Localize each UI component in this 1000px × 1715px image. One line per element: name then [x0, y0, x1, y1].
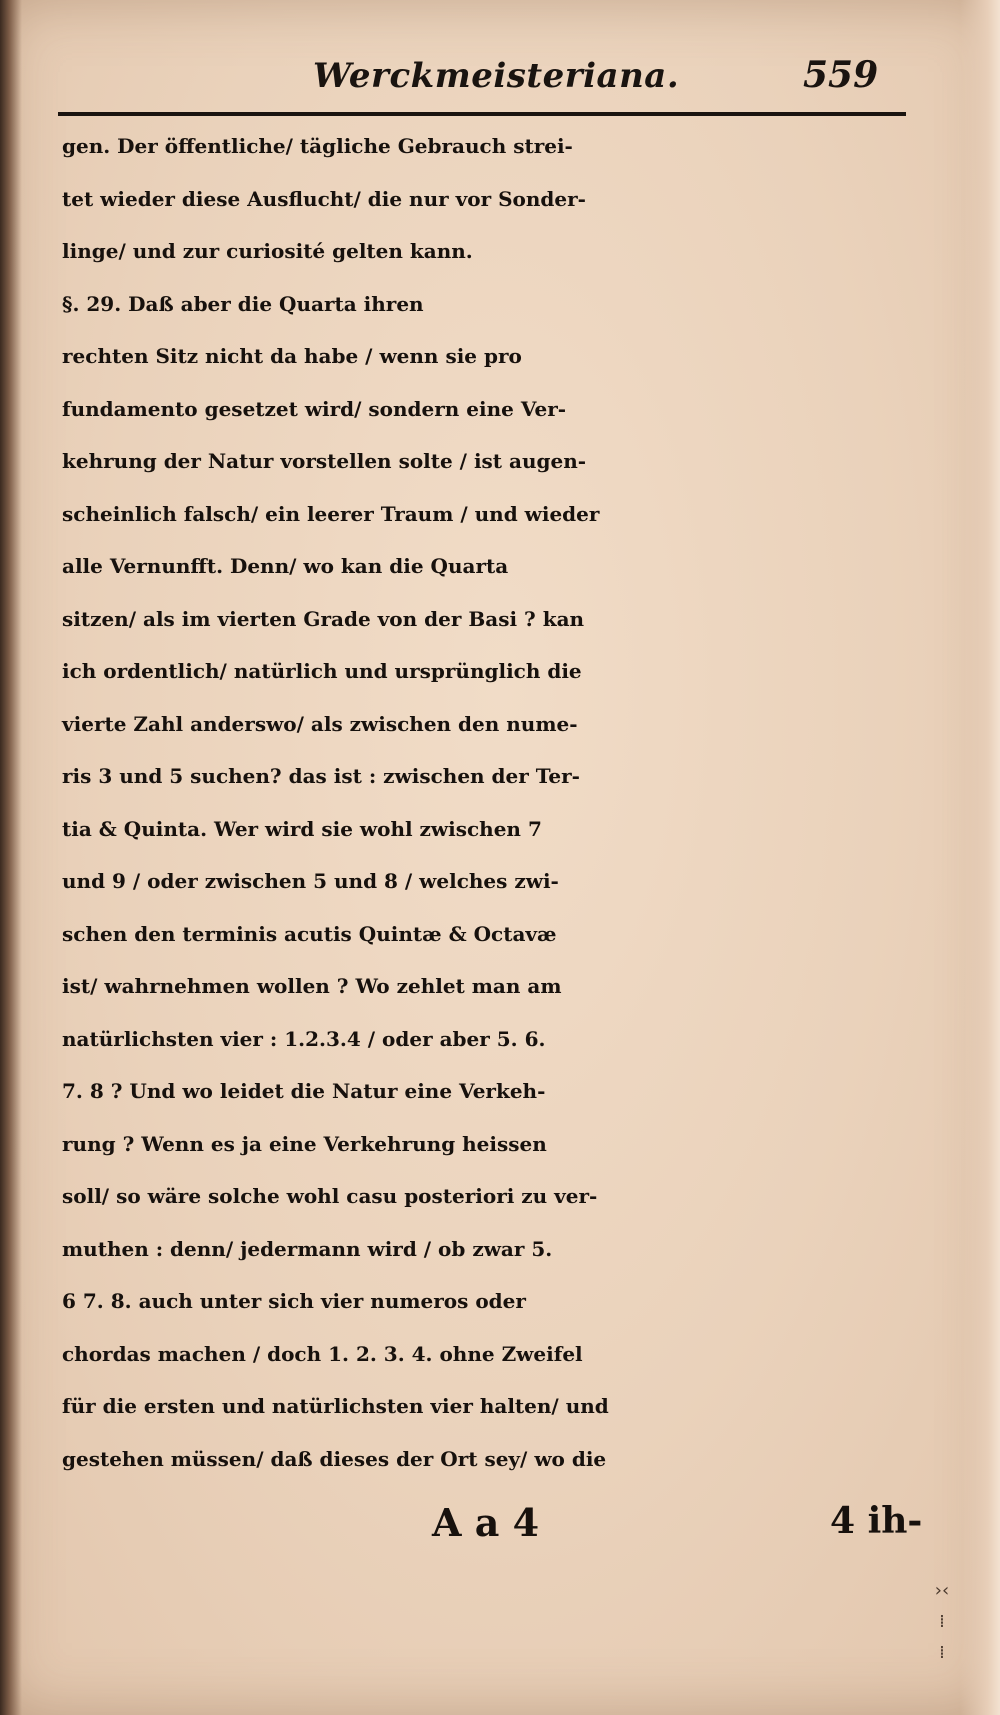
text-line: natürlichsten vier : 1.2.3.4 / oder aber 5. 6. [62, 1026, 546, 1051]
text-line: fundamento gesetzet wird/ sondern eine Ver- [62, 396, 567, 421]
header-rule [58, 112, 906, 116]
text-line: rung ? Wenn es ja eine Verkehrung heissen [62, 1131, 547, 1156]
text-line: und 9 / oder zwischen 5 und 8 / welches zwi- [62, 869, 559, 893]
page-number: 559 [803, 54, 879, 96]
text-line: tia & Quinta. Wer wird sie wohl zwischen 7 [62, 816, 542, 841]
text-line: tet wieder diese Ausflucht/ die nur vor Sonder- [62, 186, 586, 211]
text-line: gen. Der öffentliche/ tägliche Gebrauch strei- [62, 134, 573, 158]
text-line: ris 3 und 5 suchen? das ist : zwischen der Ter- [62, 764, 580, 788]
running-title: Werckmeisteriana. [313, 56, 680, 96]
text-line: soll/ so wäre solche wohl casu posteriori zu ver- [62, 1184, 598, 1208]
signature-mark: A a 4 [432, 1500, 540, 1545]
page-edge [960, 0, 1000, 1715]
text-line: ist/ wahrnehmen wollen ? Wo zehlet man am [62, 974, 562, 998]
spine-shadow [0, 0, 22, 1715]
footer-line [0, 1500, 1000, 1560]
text-line: kehrung der Natur vorstellen solte / ist augen- [62, 449, 587, 473]
text-line: gestehen müssen/ daß dieses der Ort sey/ wo die [62, 1446, 607, 1471]
text-line: sitzen/ als im vierten Grade von der Basi ? kan [62, 606, 585, 631]
body-text [62, 120, 922, 1485]
catchword: 4 ih- [830, 1500, 923, 1542]
text-line: scheinlich falsch/ ein leerer Traum / und wieder [62, 501, 600, 526]
text-line: alle Vernunfft. Denn/ wo kan die Quarta [62, 554, 509, 578]
text-line: 6 7. 8. auch unter sich vier numeros oder [62, 1289, 526, 1313]
text-line: ich ordentlich/ natürlich und ursprünglich die [62, 659, 582, 683]
text-line: für die ersten und natürlichsten vier halten/ und [62, 1394, 609, 1418]
text-line: rechten Sitz nicht da habe / wenn sie pro [62, 344, 522, 368]
text-line: 7. 8 ? Und wo leidet die Natur eine Verkeh- [62, 1079, 546, 1103]
text-line: vierte Zahl anderswo/ als zwischen den nume- [62, 711, 578, 736]
text-line: schen den terminis acutis Quintæ & Octavæ [62, 921, 557, 946]
text-line: §. 29. Daß aber die Quarta ihren [62, 291, 424, 316]
edge-ornament: ›‹ ⁞ ⁞ [934, 1580, 950, 1663]
text-line: linge/ und zur curiosité gelten kann. [62, 239, 473, 263]
running-header [58, 50, 908, 110]
text-line: muthen : denn/ jedermann wird / ob zwar 5. [62, 1236, 553, 1261]
text-line: chordas machen / doch 1. 2. 3. 4. ohne Zweifel [62, 1341, 583, 1366]
